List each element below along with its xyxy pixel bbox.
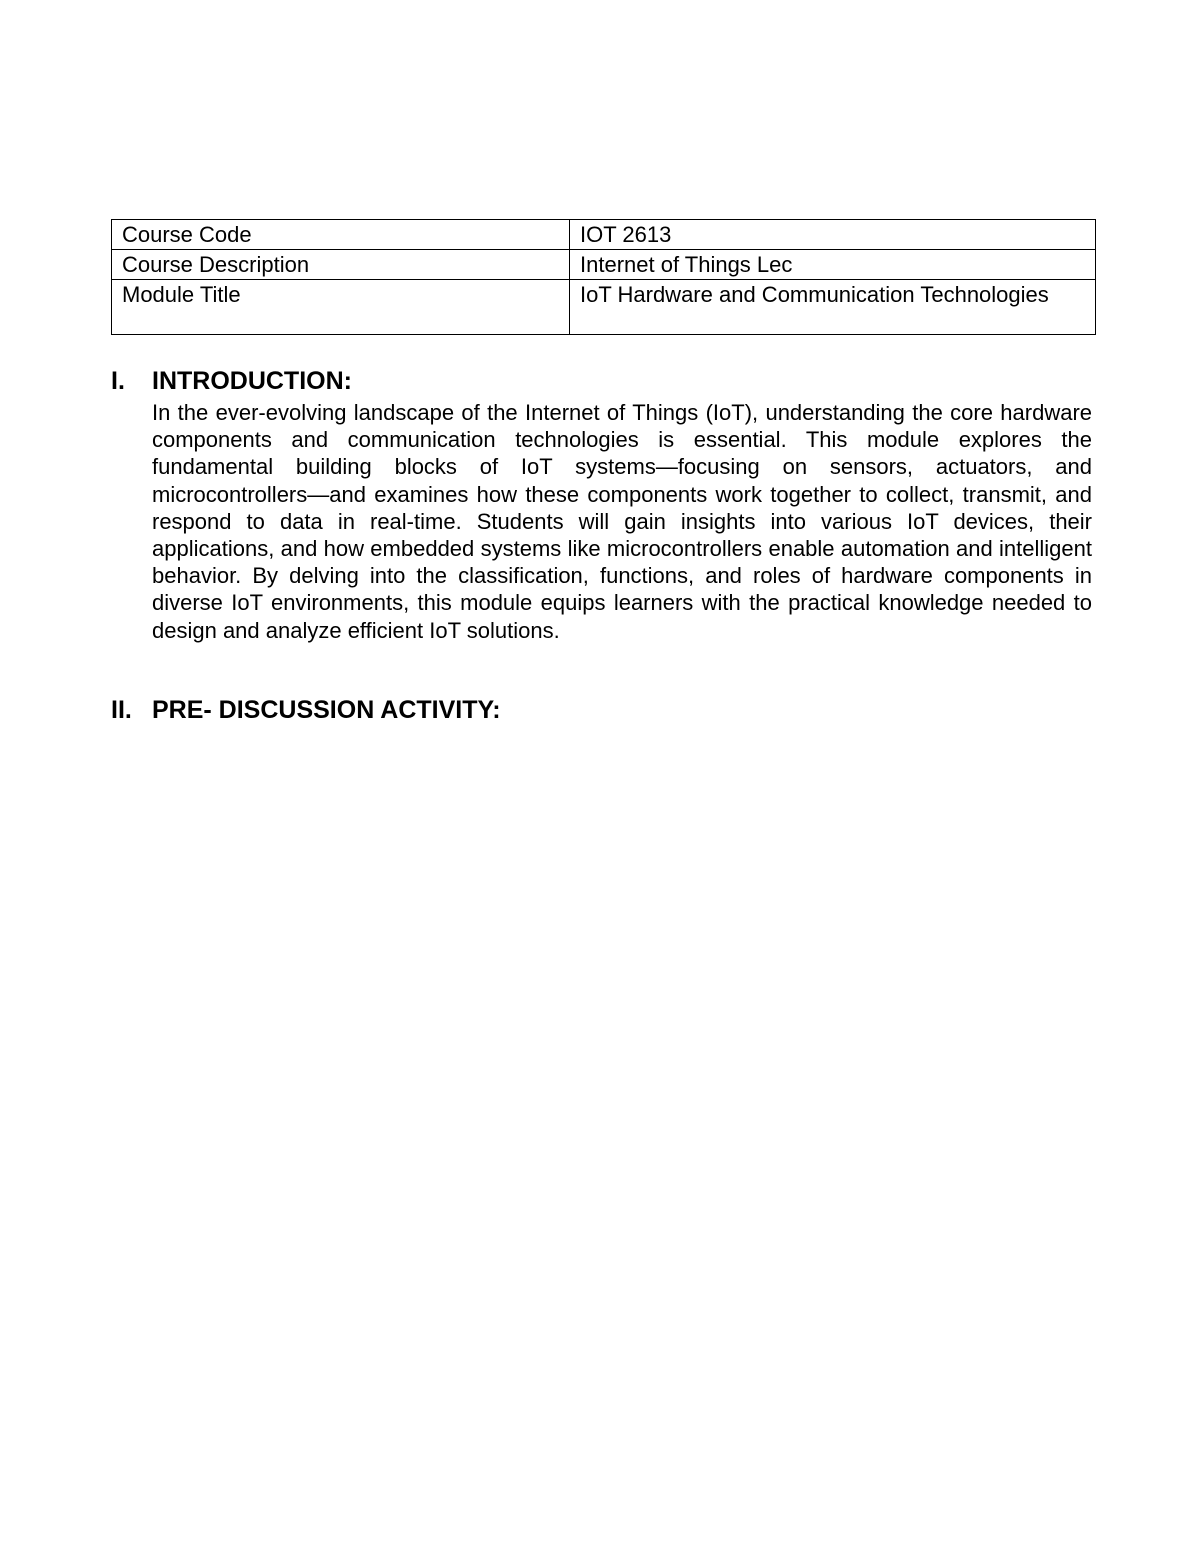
table-row-course-description — [112, 250, 1096, 280]
module-title-value: IoT Hardware and Communication Technologies — [570, 280, 1096, 335]
course-code-label: Course Code — [112, 220, 570, 250]
module-title-label: Module Title — [112, 280, 570, 335]
course-code-value: IOT 2613 — [570, 220, 1096, 250]
introduction-section — [111, 366, 1096, 644]
course-description-value: Internet of Things Lec — [570, 250, 1096, 280]
section-number: I. — [111, 367, 125, 395]
pre-discussion-heading — [111, 695, 1096, 725]
course-info-table — [111, 219, 1096, 335]
table-row-module-title — [112, 280, 1096, 335]
introduction-heading — [111, 366, 1096, 396]
pre-discussion-section — [111, 695, 1096, 725]
section-title: INTRODUCTION: — [152, 367, 352, 395]
table-row-course-code — [112, 220, 1096, 250]
introduction-paragraph: In the ever-evolving landscape of the Internet of Things (IoT), understanding the core hardware components and communication technologies is essential. This module explores the fundamental building blocks of IoT systems—focusing on sensors, actuators, and microcontrollers—and examines how these components work together to collect, transmit, and respond to data in real-time. Students will gain insights into various IoT devices, their applications, and how embedded systems like microcontrollers enable automation and intelligent behavior. By delving into the classification, functions, and roles of hardware components in diverse IoT environments, this module equips learners with the practical knowledge needed to design and analyze efficient IoT solutions. — [152, 400, 1092, 643]
section-title: PRE- DISCUSSION ACTIVITY: — [152, 696, 501, 724]
section-number: II. — [111, 696, 132, 724]
course-description-label: Course Description — [112, 250, 570, 280]
